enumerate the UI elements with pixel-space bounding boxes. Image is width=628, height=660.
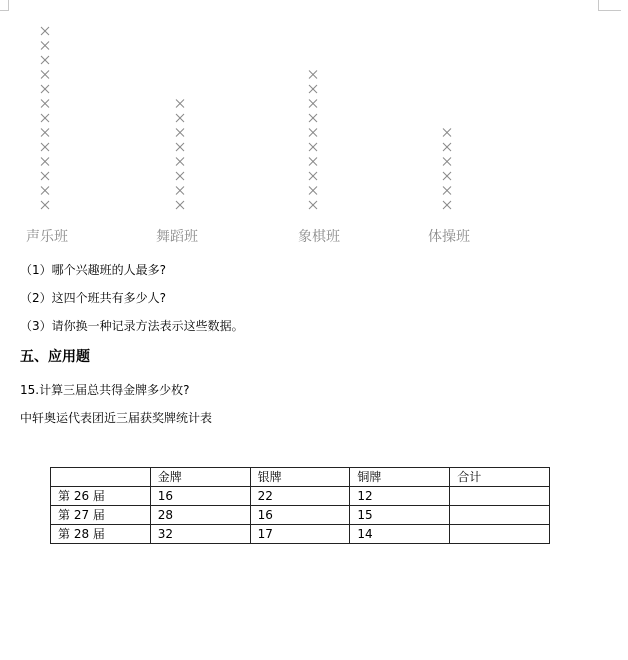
table-cell: 14 xyxy=(350,525,450,544)
table-cell: 12 xyxy=(350,487,450,506)
table-cell: 16 xyxy=(150,487,250,506)
cross-mark xyxy=(41,85,49,93)
category-label: 体操班 xyxy=(428,229,470,245)
table-cell: 第 28 届 xyxy=(51,525,151,544)
cross-mark xyxy=(309,143,317,151)
header-cell: 金牌 xyxy=(150,468,250,487)
table-row xyxy=(51,506,550,525)
cross-mark xyxy=(443,129,451,137)
cross-mark xyxy=(41,100,49,108)
cross-mark xyxy=(309,187,317,195)
pictograph-column xyxy=(41,27,49,209)
cross-mark xyxy=(41,158,49,166)
cross-mark xyxy=(309,201,317,209)
table-cell: 16 xyxy=(250,506,350,525)
question-2: （2）这四个班共有多少人? xyxy=(20,291,167,305)
cross-mark xyxy=(309,129,317,137)
cross-mark xyxy=(309,71,317,79)
table-title: 中轩奥运代表团近三届获奖牌统计表 xyxy=(20,411,213,425)
cross-mark xyxy=(176,201,184,209)
category-label: 象棋班 xyxy=(298,229,340,245)
table-cell xyxy=(450,487,550,506)
cross-mark xyxy=(41,201,49,209)
table-cell: 28 xyxy=(150,506,250,525)
header-cell: 银牌 xyxy=(250,468,350,487)
cross-mark xyxy=(176,158,184,166)
cross-mark xyxy=(309,114,317,122)
category-label: 声乐班 xyxy=(26,229,68,245)
table-cell: 第 27 届 xyxy=(51,506,151,525)
question-1: （1）哪个兴趣班的人最多? xyxy=(20,263,167,277)
question-3: （3）请你换一种记录方法表示这些数据。 xyxy=(20,319,244,333)
cross-mark xyxy=(309,158,317,166)
problem-prompt: 15.计算三届总共得金牌多少枚? xyxy=(20,383,190,397)
cross-mark xyxy=(176,143,184,151)
cross-mark xyxy=(41,56,49,64)
cross-mark xyxy=(443,172,451,180)
cross-mark xyxy=(41,27,49,35)
table-row xyxy=(51,487,550,506)
cross-mark xyxy=(309,85,317,93)
cross-mark xyxy=(176,172,184,180)
medal-table xyxy=(50,467,550,544)
header-cell xyxy=(51,468,151,487)
table-cell: 15 xyxy=(350,506,450,525)
cross-mark xyxy=(41,187,49,195)
cross-mark xyxy=(41,172,49,180)
cross-mark xyxy=(41,129,49,137)
cross-mark xyxy=(309,100,317,108)
pictograph-column xyxy=(443,129,451,210)
table-cell: 32 xyxy=(150,525,250,544)
cross-mark xyxy=(176,187,184,195)
cross-mark xyxy=(41,71,49,79)
cross-mark xyxy=(443,143,451,151)
pictograph-column xyxy=(309,71,317,210)
pictograph-column xyxy=(176,100,184,210)
table-cell xyxy=(450,525,550,544)
category-label: 舞蹈班 xyxy=(156,229,198,245)
cross-mark xyxy=(176,129,184,137)
cross-mark xyxy=(443,158,451,166)
header-cell: 铜牌 xyxy=(350,468,450,487)
cross-mark xyxy=(309,172,317,180)
header-cell: 合计 xyxy=(450,468,550,487)
cross-mark xyxy=(41,114,49,122)
table-cell: 22 xyxy=(250,487,350,506)
table-header-row xyxy=(51,468,550,487)
section-title: 五、应用题 xyxy=(20,349,90,365)
table-cell: 17 xyxy=(250,525,350,544)
table-cell: 第 26 届 xyxy=(51,487,151,506)
cross-mark xyxy=(176,114,184,122)
cross-mark xyxy=(41,143,49,151)
cross-mark xyxy=(443,201,451,209)
cross-mark xyxy=(443,187,451,195)
cross-mark xyxy=(176,100,184,108)
table-cell xyxy=(450,506,550,525)
pictograph-chart xyxy=(0,0,628,250)
table-row xyxy=(51,525,550,544)
cross-mark xyxy=(41,42,49,50)
